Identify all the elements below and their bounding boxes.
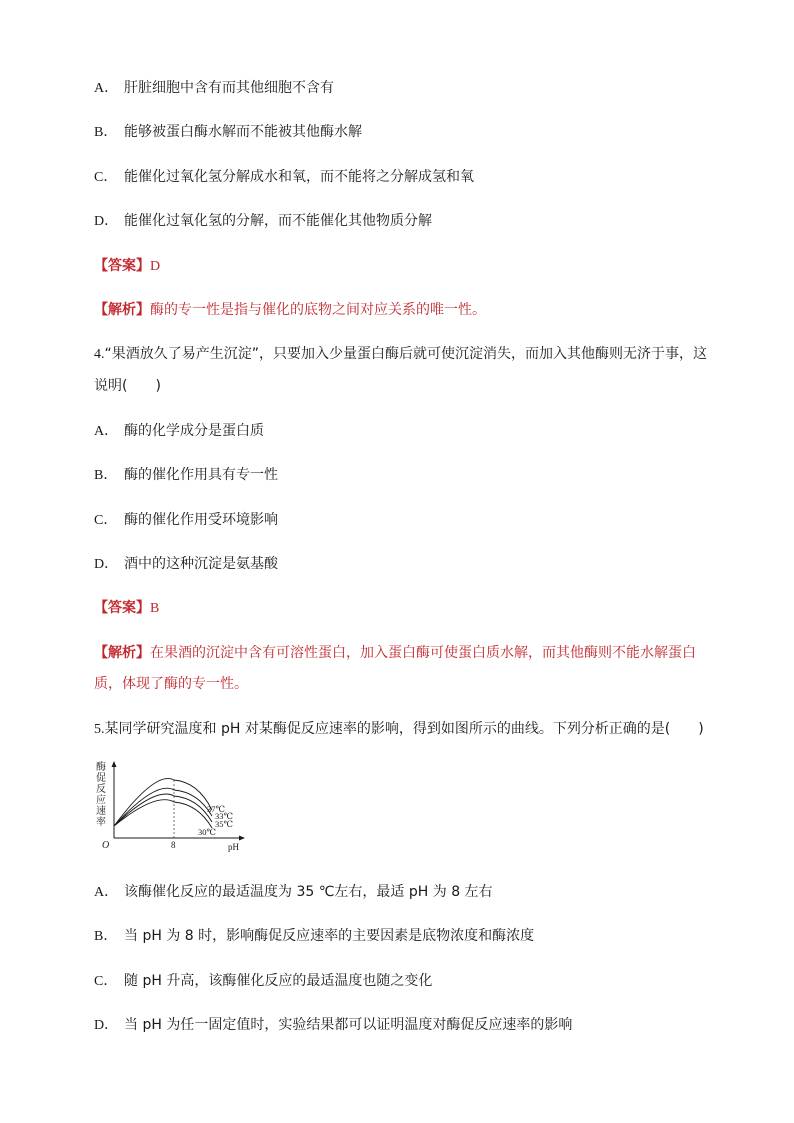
- series-label: 30℃: [198, 827, 217, 837]
- q3-option-a: [94, 78, 334, 99]
- q5-option-a: [94, 882, 493, 903]
- q3-option-b: [94, 122, 362, 143]
- origin-label: O: [102, 840, 110, 851]
- question-number: 5.: [94, 722, 105, 737]
- y-label-char: 促: [96, 773, 106, 784]
- question-stem-cont: 说明( ): [94, 378, 161, 394]
- q4-option-c: [94, 510, 278, 531]
- analysis-text: 酶的专一性是指与催化的底物之间对应关系的唯一性。: [150, 302, 486, 318]
- y-axis-arrow: [112, 761, 117, 767]
- option-letter: B．: [94, 468, 118, 483]
- q5-option-b: [94, 926, 534, 947]
- option-letter: A．: [94, 885, 119, 900]
- q4-option-b: [94, 465, 278, 486]
- answer-value: B: [150, 601, 160, 616]
- option-letter: C．: [94, 170, 118, 185]
- option-text: 能够被蛋白酶水解而不能被其他酶水解: [124, 124, 362, 140]
- y-label-char: 率: [96, 817, 106, 828]
- q4-answer: [94, 598, 159, 619]
- option-text: 酶的催化作用受环境影响: [124, 512, 278, 528]
- option-text: 当 pH 为任一固定值时，实验结果都可以证明温度对酶促反应速率的影响: [124, 1017, 573, 1033]
- q4-stem-line2: [94, 376, 161, 396]
- answer-tag: 【答案】: [94, 600, 150, 616]
- answer-tag: 【答案】: [94, 258, 150, 274]
- option-letter: D．: [94, 214, 119, 229]
- enzyme-rate-chart: [94, 760, 254, 860]
- series-label: 37℃: [207, 804, 226, 814]
- option-letter: B．: [94, 125, 118, 140]
- option-text: 能催化过氧化氢分解成水和氧，而不能将之分解成氢和氧: [124, 169, 474, 185]
- option-text: 肝脏细胞中含有而其他细胞不含有: [124, 80, 334, 96]
- option-text: 随 pH 升高，该酶催化反应的最适温度也随之变化: [124, 973, 433, 989]
- option-letter: C．: [94, 513, 118, 528]
- option-letter: D．: [94, 1018, 119, 1033]
- series-label: 33℃: [215, 811, 234, 821]
- answer-value: D: [150, 259, 161, 274]
- analysis-text-cont: 质，体现了酶的专一性。: [94, 676, 248, 692]
- q4-stem-line1: [94, 344, 707, 365]
- y-label-char: 反: [96, 784, 106, 795]
- question-stem: “果酒放久了易产生沉淀”，只要加入少量蛋白酶后就可使沉淀消失，而加入其他酶则无济于事，这: [104, 346, 708, 362]
- y-label-char: 酶: [96, 762, 106, 773]
- x-axis-label: pH: [228, 842, 239, 852]
- option-text: 当 pH 为 8 时，影响酶促反应速率的主要因素是底物浓度和酶浓度: [124, 928, 535, 944]
- option-text: 酒中的这种沉淀是氨基酸: [124, 556, 278, 572]
- q4-analysis-line1: [94, 643, 696, 663]
- question-stem: 某同学研究温度和 pH 对某酶促反应速率的影响，得到如图所示的曲线。下列分析正确的是( ): [104, 721, 704, 737]
- option-letter: B．: [94, 929, 118, 944]
- question-number: 4.: [94, 347, 105, 362]
- q5-option-c: [94, 971, 432, 992]
- q3-answer: [94, 256, 160, 277]
- series-label: 35℃: [215, 819, 234, 829]
- curve-30℃: [114, 800, 212, 828]
- y-axis-label: [96, 760, 106, 828]
- option-letter: C．: [94, 974, 118, 989]
- x-axis-arrow: [239, 836, 245, 841]
- q4-option-d: [94, 554, 278, 575]
- option-text: 能催化过氧化氢的分解，而不能催化其他物质分解: [124, 213, 432, 229]
- q5-option-d: [94, 1015, 572, 1036]
- x-tick-label: 8: [171, 840, 176, 850]
- analysis-tag: 【解析】: [94, 302, 150, 318]
- option-letter: D．: [94, 557, 119, 572]
- q3-option-d: [94, 211, 432, 232]
- q3-option-c: [94, 167, 474, 188]
- option-text: 酶的化学成分是蛋白质: [124, 423, 264, 439]
- y-label-char: 应: [96, 795, 106, 806]
- q5-stem: [94, 719, 704, 740]
- option-text: 该酶催化反应的最适温度为 35 ℃左右，最适 pH 为 8 左右: [124, 884, 493, 900]
- curve-37℃: [114, 778, 212, 826]
- option-text: 酶的催化作用具有专一性: [124, 467, 278, 483]
- q4-option-a: [94, 421, 264, 442]
- option-letter: A．: [94, 81, 119, 96]
- y-label-char: 速: [96, 806, 106, 817]
- analysis-tag: 【解析】: [94, 645, 150, 661]
- q4-analysis-line2: [94, 674, 248, 694]
- q3-analysis: [94, 300, 486, 320]
- analysis-text: 在果酒的沉淀中含有可溶性蛋白，加入蛋白酶可使蛋白质水解，而其他酶则不能水解蛋白: [150, 645, 696, 661]
- option-letter: A．: [94, 424, 119, 439]
